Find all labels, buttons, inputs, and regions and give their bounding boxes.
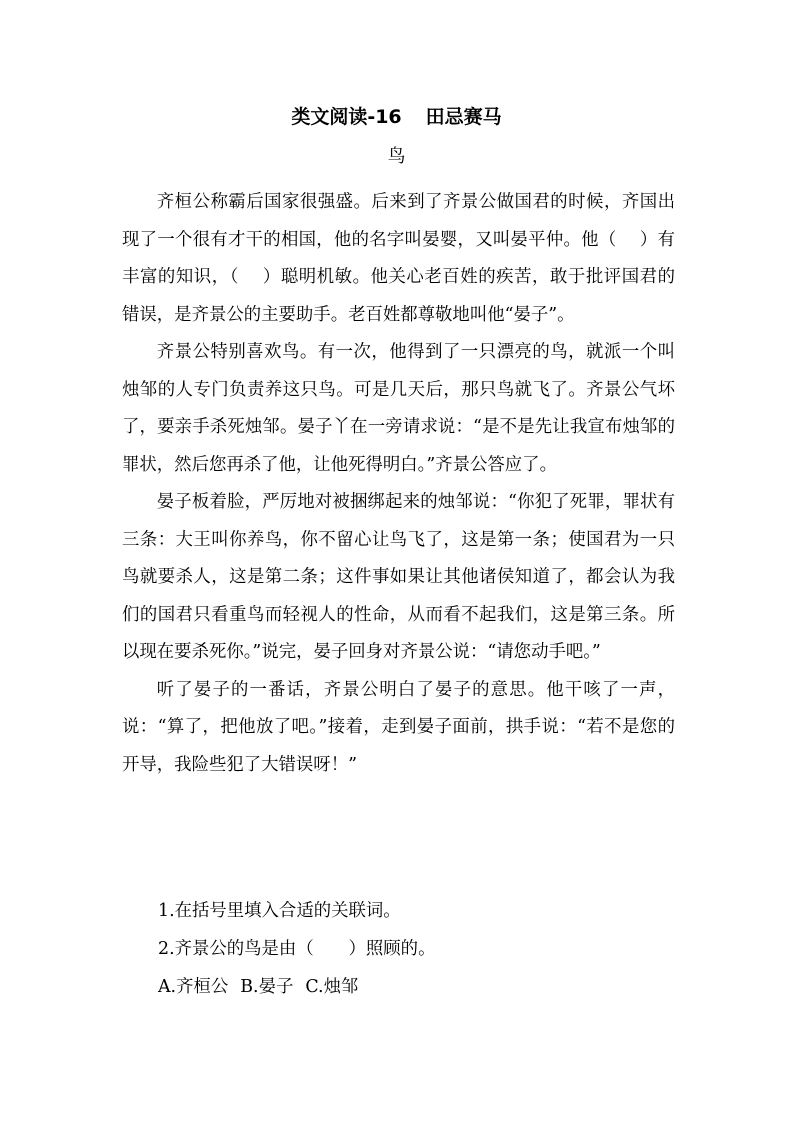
title-series: 类文阅读-16 — [291, 106, 402, 128]
question-2-options — [122, 968, 675, 1006]
question-list — [122, 892, 675, 1006]
question-1: 1.在括号里填入合适的关联词。 — [158, 901, 401, 921]
option-a: A.齐桓公 — [158, 977, 229, 997]
title-lesson: 田忌赛马 — [425, 106, 502, 128]
option-c: C.烛邹 — [305, 977, 359, 997]
paragraph-3: 晏子板着脸，严厉地对被捆绑起来的烛邹说：“你犯了死罪，罪状有三条：大王叫你养鸟，你不留心让鸟飞了，这是第一条；使国君为一只鸟就要杀人，这是第二条；这件事如果让其他诸侯知道了，都会认为我们的国君只看重鸟而轻视人的性命，从而看不起我们，这是第三条。所以现在要杀死你。”说完，晏子回身对齐景公说：“请您动手吧。” — [122, 492, 675, 662]
passage-title: 鸟 — [387, 146, 406, 167]
paragraph-1: 齐桓公称霸后国家很强盛。后来到了齐景公做国君的时候，齐国出现了一个很有才干的相国，他的名字叫晏婴，又叫晏平仲。他（ ）有丰富的知识，（ ）聪明机敏。他关心老百姓的疾苦，敢于批评国君的错误，是齐景公的主要助手。老百姓都尊敬地叫他“晏子”。 — [122, 192, 675, 325]
paragraph-4: 听了晏子的一番话，齐景公明白了晏子的意思。他干咳了一声，说：“算了，把他放了吧。”接着，走到晏子面前，拱手说：“若不是您的开导，我险些犯了大错误呀！” — [122, 679, 675, 775]
page-title — [0, 102, 793, 132]
option-b: B.晏子 — [240, 977, 294, 997]
paragraph-2: 齐景公特别喜欢鸟。有一次，他得到了一只漂亮的鸟，就派一个叫烛邹的人专门负责养这只鸟。可是几天后，那只鸟就飞了。齐景公气坏了，要亲手杀死烛邹。晏子丫在一旁请求说：“是不是先让我宣布烛邹的罪状，然后您再杀了他，让他死得明白。”齐景公答应了。 — [122, 342, 675, 475]
question-2: 2.齐景公的鸟是由（ ）照顾的。 — [158, 939, 436, 959]
passage-body — [122, 184, 675, 784]
